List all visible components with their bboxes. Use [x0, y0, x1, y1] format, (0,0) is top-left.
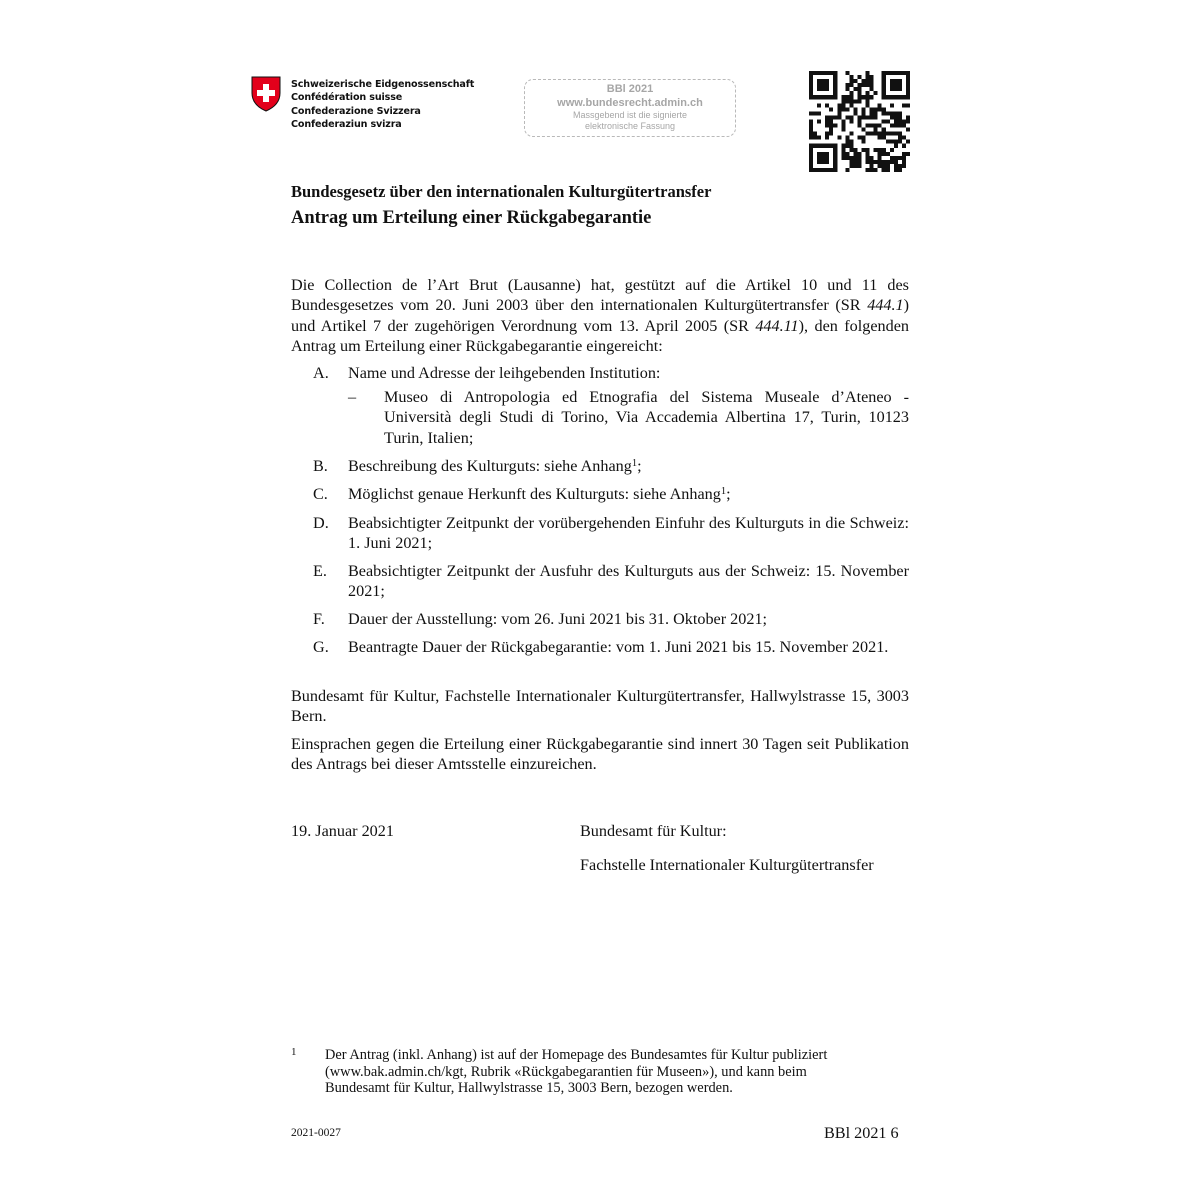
stamp-line-3: Massgebend ist die signierte: [572, 110, 688, 120]
list-item-label: F.: [313, 610, 325, 628]
sr-reference-2: 444.11: [755, 316, 799, 335]
list-item-f: [313, 609, 909, 629]
confederation-name-fr: Confédération suisse: [291, 92, 403, 104]
list-item-tail: ;: [637, 457, 642, 475]
stamp-line-4: elektronische Fassung: [584, 121, 676, 131]
list-item-label: G.: [313, 638, 329, 656]
list-item-tail: ;: [726, 485, 731, 503]
stamp-line-2: www.bundesrecht.admin.ch: [557, 97, 703, 109]
list-item-a: [313, 363, 909, 383]
swiss-coat-of-arms-icon: [251, 76, 281, 112]
sr-reference-1: 444.1: [867, 296, 904, 315]
intro-part-1: Die Collection de l’Art Brut (Lausanne) hat, gestützt auf die Artikel 10 und 11 des Bundesgesetzes vom 20. Juni 2003 über den internationalen Kulturgütertransfer (SR: [291, 276, 909, 315]
list-item-label: E.: [313, 562, 327, 580]
list-item-text: Beschreibung des Kulturguts: siehe Anhang: [348, 457, 632, 475]
list-item-text: Möglichst genaue Herkunft des Kulturguts: siehe Anhang: [348, 485, 721, 503]
confederation-names: [291, 78, 474, 132]
stamp-line-1: BBl 2021: [606, 83, 654, 95]
list-item-label: D.: [313, 514, 329, 532]
sub-item-dash: –: [348, 388, 357, 406]
list-item-label: C.: [313, 485, 328, 503]
intro-part-2: ) und Artikel 7 der zugehörigen Verordnung vom 13. April 2005 (SR: [291, 296, 909, 335]
list-item-g: [313, 637, 909, 657]
intro-paragraph: [291, 275, 909, 357]
list-item-e: [313, 561, 909, 602]
list-item-text: Beabsichtigter Zeitpunkt der Ausfuhr des Kulturguts aus der Schweiz: 15. November 2021;: [348, 562, 909, 601]
footnote-reference[interactable]: 1: [631, 458, 638, 469]
qr-code-icon: [809, 71, 910, 172]
lender-institution-text: Museo di Antropologia ed Etnografia del Sistema Museale d’Ateneo - Università degli Studi di Torino, Via Accademia Albertina 17, Turin, 10123 Turin, Italien;: [384, 388, 909, 447]
authenticity-stamp: [524, 79, 736, 137]
document-title: Bundesgesetz über den internationalen Kulturgütertransfer: [291, 182, 712, 201]
list-item-text: Dauer der Ausstellung: vom 26. Juni 2021 bis 31. Oktober 2021;: [348, 610, 768, 628]
objection-notice: Einsprachen gegen die Erteilung einer Rückgabegarantie sind innert 30 Tagen seit Publikation des Antrags bei dieser Amtsstelle einzureichen.: [291, 735, 909, 774]
list-item-d: [313, 513, 909, 554]
list-item-text: Beantragte Dauer der Rückgabegarantie: vom 1. Juni 2021 bis 15. November 2021.: [348, 638, 889, 656]
signature-authority: Bundesamt für Kultur:: [580, 822, 727, 840]
page-reference: BBl 2021 6: [824, 1124, 899, 1142]
list-item-label: A.: [313, 364, 329, 382]
footnote-reference[interactable]: 1: [720, 486, 727, 497]
list-item-c: [313, 484, 909, 504]
confederation-name-rm: Confederaziun svizra: [291, 119, 402, 131]
list-item-label: B.: [313, 457, 328, 475]
confederation-name-it: Confederazione Svizzera: [291, 105, 421, 117]
signature-date: 19. Januar 2021: [291, 822, 394, 840]
list-item-text: Name und Adresse der leihgebenden Institution:: [348, 364, 661, 382]
intro-part-3: ), den folgenden Antrag um Erteilung einer Rückgabegarantie eingereicht:: [291, 316, 909, 356]
list-item-text: Beabsichtigter Zeitpunkt der vorübergehenden Einfuhr des Kulturguts in die Schweiz: 1. Juni 2021;: [348, 514, 909, 553]
footnote-text: Der Antrag (inkl. Anhang) ist auf der Homepage des Bundesamtes für Kultur publiziert (www.bak.admin.ch/kgt, Rubrik «Rückgabegarantien für Museen»), und kann beim Bundesamt für Kultur, Hallwylstrasse 15, 3003 Bern, bezogen werden.: [325, 1047, 828, 1097]
document-number: 2021-0027: [291, 1127, 341, 1139]
lender-institution: [348, 387, 909, 448]
footnote-mark: 1: [291, 1046, 297, 1058]
list-item-b: [313, 456, 909, 476]
signature-unit: Fachstelle Internationaler Kulturgütertransfer: [580, 856, 874, 874]
document-subtitle: Antrag um Erteilung einer Rückgabegarantie: [291, 208, 652, 228]
confederation-name-de: Schweizerische Eidgenossenschaft: [291, 79, 475, 90]
office-address: Bundesamt für Kultur, Fachstelle Internationaler Kulturgütertransfer, Hallwylstrasse 15, 3003 Bern.: [291, 687, 909, 726]
